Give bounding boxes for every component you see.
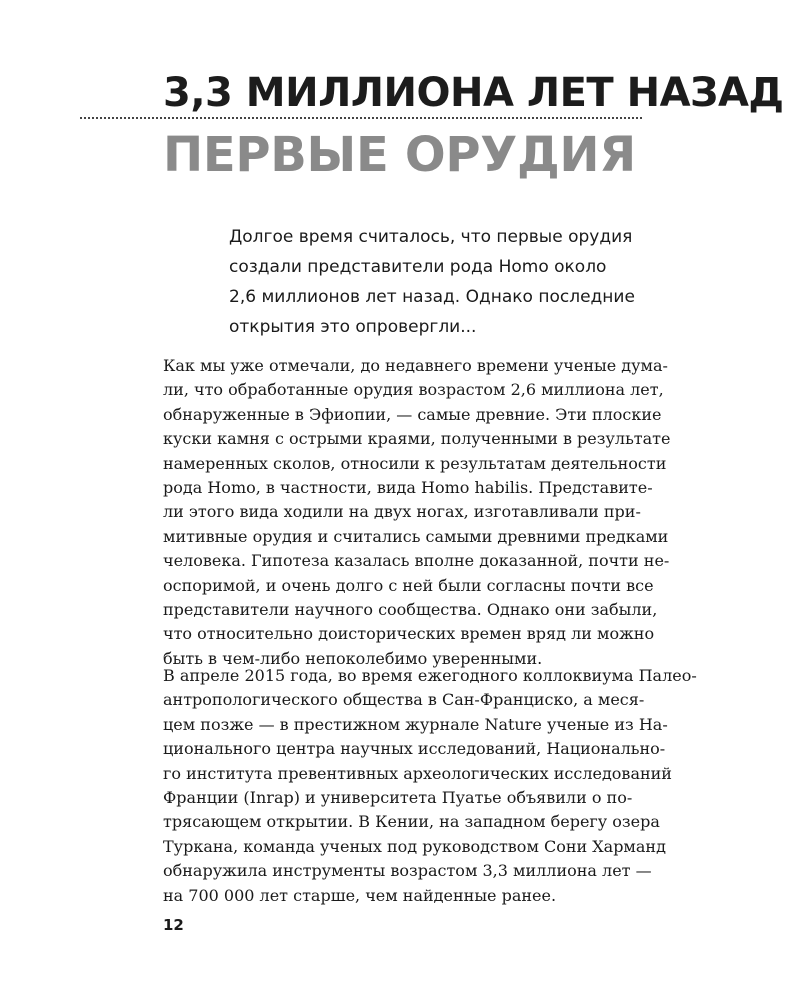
body-line: Франции (Inrap) и университета Пуатье объявили о по- xyxy=(163,787,633,807)
body-line: антропологического общества в Сан-Франциско, а меся- xyxy=(163,690,645,710)
era-heading: 3,3 МИЛЛИОНА ЛЕТ НАЗАД xyxy=(163,70,784,116)
intro-line: 2,6 миллионов лет назад. Однако последние xyxy=(229,287,635,307)
body-line: представители научного сообщества. Однако они забыли, xyxy=(163,599,658,619)
intro-lead xyxy=(229,222,649,342)
body-line: оспоримой, и очень долго с ней были согласны почти все xyxy=(163,575,654,595)
body-line: ционального центра научных исследований, Национально- xyxy=(163,739,666,759)
body-line: обнаружила инструменты возрастом 3,3 миллиона лет — xyxy=(163,861,652,881)
body-paragraph-1 xyxy=(163,354,671,671)
body-line: быть в чем-либо непоколебимо уверенными. xyxy=(163,648,543,668)
dotted-divider xyxy=(80,117,642,119)
body-line: цем позже — в престижном журнале Nature ученые из На- xyxy=(163,714,668,734)
body-line: Как мы уже отмечали, до недавнего времени ученые дума- xyxy=(163,356,668,375)
body-line: трясающем открытии. В Кении, на западном берегу озера xyxy=(163,812,660,832)
chapter-title: ПЕРВЫЕ ОРУДИЯ xyxy=(163,127,636,183)
page-number: 12 xyxy=(163,916,184,934)
body-line: куски камня с острыми краями, полученными в результате xyxy=(163,429,671,449)
body-line: намеренных сколов, относили к результатам деятельности xyxy=(163,453,667,473)
body-line: рода Homo, в частности, вида Homo habilis. Представите- xyxy=(163,477,653,497)
body-line: ли, что обработанные орудия возрастом 2,6 миллиона лет, xyxy=(163,380,664,400)
intro-line: создали представители рода Homo около xyxy=(229,257,607,277)
body-line: ли этого вида ходили на двух ногах, изготавливали при- xyxy=(163,502,641,522)
body-line: митивные орудия и считались самыми древними предками xyxy=(163,526,669,546)
body-line: Туркана, команда ученых под руководством Сони Харманд xyxy=(163,836,666,856)
body-line: го института превентивных археологических исследований xyxy=(163,763,672,783)
body-line: на 700 000 лет старше, чем найденные ранее. xyxy=(163,885,557,905)
body-line: что относительно доисторических времен вряд ли можно xyxy=(163,624,655,644)
body-line: человека. Гипотеза казалась вполне доказанной, почти не- xyxy=(163,551,670,571)
body-line: В апреле 2015 года, во время ежегодного коллоквиума Палео- xyxy=(163,666,697,685)
intro-line: открытия это опровергли... xyxy=(229,317,477,337)
body-paragraph-2 xyxy=(163,664,697,908)
body-line: обнаруженные в Эфиопии, — самые древние. Эти плоские xyxy=(163,404,662,424)
intro-line: Долгое время считалось, что первые орудия xyxy=(229,227,633,247)
